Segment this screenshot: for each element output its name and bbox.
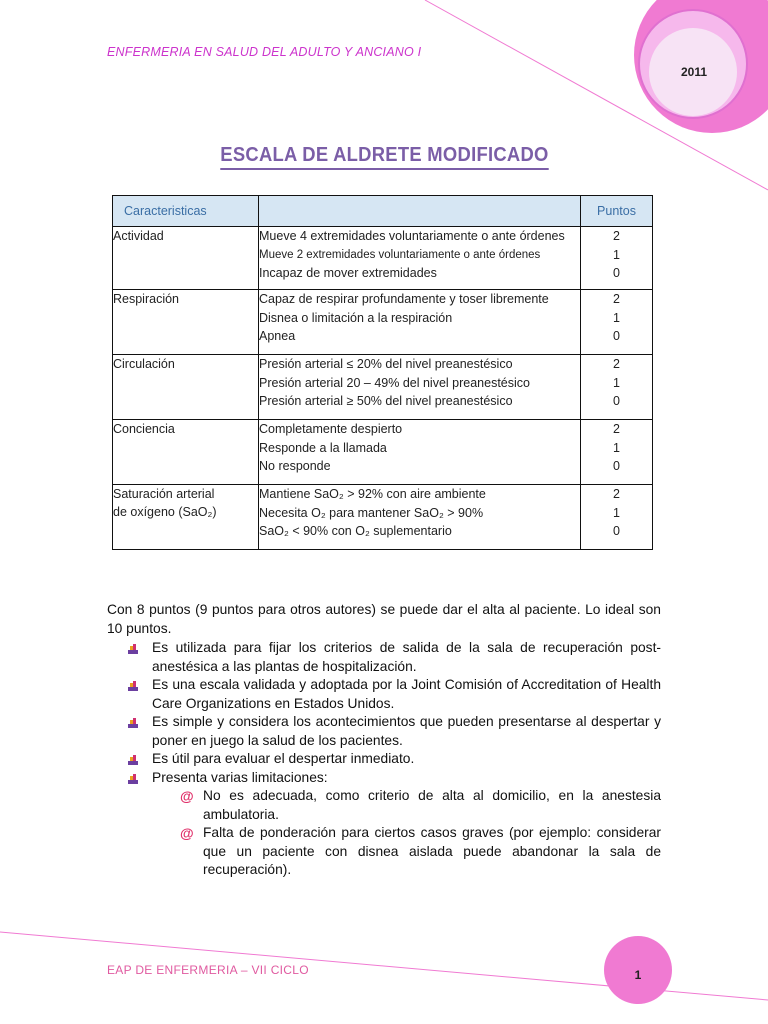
row-points bbox=[581, 485, 653, 550]
bullet-item bbox=[107, 713, 661, 750]
point-value: 2 bbox=[613, 229, 620, 243]
criterion: Mantiene SaO₂ > 92% con aire ambiente bbox=[259, 487, 486, 501]
table-row bbox=[113, 227, 653, 290]
table-header-row bbox=[113, 196, 653, 227]
row-points bbox=[581, 355, 653, 420]
criterion: Completamente despierto bbox=[259, 422, 403, 436]
point-value: 2 bbox=[613, 422, 620, 436]
sub-bullet-item bbox=[107, 824, 661, 880]
point-value: 0 bbox=[613, 394, 620, 408]
bullet-item bbox=[107, 769, 661, 788]
sub-bullet-item bbox=[107, 787, 661, 824]
spiral-bullet-icon: @ bbox=[180, 788, 194, 804]
point-value: 2 bbox=[613, 357, 620, 371]
point-value: 1 bbox=[613, 247, 620, 262]
criterion: Presión arterial ≥ 50% del nivel preanestésico bbox=[259, 394, 513, 408]
criterion: SaO₂ < 90% con O₂ suplementario bbox=[259, 524, 452, 538]
spiral-bullet-icon: @ bbox=[180, 825, 194, 841]
point-value: 1 bbox=[613, 505, 620, 520]
table-row bbox=[113, 355, 653, 420]
criterion: Presión arterial ≤ 20% del nivel preanestésico bbox=[259, 357, 513, 371]
point-value: 2 bbox=[613, 292, 620, 306]
table-header-points: Puntos bbox=[581, 196, 653, 227]
criterion: Disnea o limitación a la respiración bbox=[259, 310, 453, 325]
footer-text: EAP DE ENFERMERIA – VII CICLO bbox=[107, 963, 309, 977]
row-points bbox=[581, 420, 653, 485]
aldrete-table bbox=[112, 195, 653, 550]
characteristic-line: Saturación arterial bbox=[113, 487, 215, 501]
bullet-icon bbox=[127, 679, 139, 698]
point-value: 0 bbox=[613, 524, 620, 538]
header-year: 2011 bbox=[680, 65, 708, 79]
bullet-text: Es una escala validada y adoptada por la Joint Comisión of Accreditation of Health Care Organizations en Estados Unidos. bbox=[152, 677, 661, 711]
row-criteria bbox=[259, 485, 581, 550]
criterion: Apnea bbox=[259, 329, 296, 343]
document-title-text: ESCALA DE ALDRETE MODIFICADO bbox=[220, 144, 548, 170]
bullet-icon bbox=[127, 716, 139, 735]
row-characteristic: Conciencia bbox=[113, 420, 259, 485]
table-row bbox=[113, 485, 653, 550]
table-header-characteristics: Caracteristicas bbox=[113, 196, 259, 227]
bullet-text: Presenta varias limitaciones: bbox=[152, 769, 328, 785]
point-value: 0 bbox=[613, 329, 620, 343]
criterion: Presión arterial 20 – 49% del nivel preanestésico bbox=[259, 375, 530, 390]
point-value: 1 bbox=[613, 375, 620, 390]
criterion: Mueve 4 extremidades voluntariamente o ante órdenes bbox=[259, 229, 565, 243]
body-text bbox=[107, 601, 661, 880]
bullet-text: Es útil para evaluar el despertar inmediato. bbox=[152, 751, 415, 766]
row-characteristic bbox=[113, 485, 259, 550]
row-points bbox=[581, 290, 653, 355]
table-row bbox=[113, 290, 653, 355]
sub-bullet-text: No es adecuada, como criterio de alta al domicilio, en la anestesia ambulatoria. bbox=[203, 788, 661, 822]
bullet-text: Es utilizada para fijar los criterios de salida de la sala de recuperación post-anestésica a las plantas de hospitalización. bbox=[152, 640, 661, 674]
row-characteristic: Circulación bbox=[113, 355, 259, 420]
row-criteria bbox=[259, 420, 581, 485]
characteristic-line: de oxígeno (SaO₂) bbox=[113, 505, 217, 519]
page-number: 1 bbox=[634, 968, 642, 982]
bullet-text: Es simple y considera los acontecimientos que pueden presentarse al despertar y poner en juego la salud de los pacientes. bbox=[152, 714, 661, 748]
table-header-criteria bbox=[259, 196, 581, 227]
intro-paragraph: Con 8 puntos (9 puntos para otros autores) se puede dar el alta al paciente. Lo ideal son 10 puntos. bbox=[107, 602, 661, 636]
header-title: ENFERMERIA EN SALUD DEL ADULTO Y ANCIANO I bbox=[107, 45, 422, 59]
criterion: No responde bbox=[259, 459, 331, 473]
criterion: Incapaz de mover extremidades bbox=[259, 266, 437, 280]
bullet-item bbox=[107, 750, 661, 769]
criterion: Capaz de respirar profundamente y toser libremente bbox=[259, 292, 549, 306]
point-value: 1 bbox=[613, 440, 620, 455]
sub-bullet-text: Falta de ponderación para ciertos casos graves (por ejemplo: considerar que un paciente con disnea aislada puede abandonar la sala de recuperación). bbox=[203, 825, 661, 877]
row-characteristic: Respiración bbox=[113, 290, 259, 355]
bullet-icon bbox=[127, 642, 139, 661]
criterion: Mueve 2 extremidades voluntariamente o ante órdenes bbox=[259, 248, 541, 261]
point-value: 2 bbox=[613, 487, 620, 501]
row-points bbox=[581, 227, 653, 290]
point-value: 0 bbox=[613, 266, 620, 280]
document-title bbox=[0, 144, 768, 170]
criterion: Necesita O₂ para mantener SaO₂ > 90% bbox=[259, 505, 484, 520]
table-row bbox=[113, 420, 653, 485]
row-criteria bbox=[259, 355, 581, 420]
row-criteria bbox=[259, 227, 581, 290]
row-criteria bbox=[259, 290, 581, 355]
bullet-item bbox=[107, 639, 661, 676]
row-characteristic: Actividad bbox=[113, 227, 259, 290]
bullet-item bbox=[107, 676, 661, 713]
point-value: 1 bbox=[613, 310, 620, 325]
criterion: Responde a la llamada bbox=[259, 440, 387, 455]
point-value: 0 bbox=[613, 459, 620, 473]
